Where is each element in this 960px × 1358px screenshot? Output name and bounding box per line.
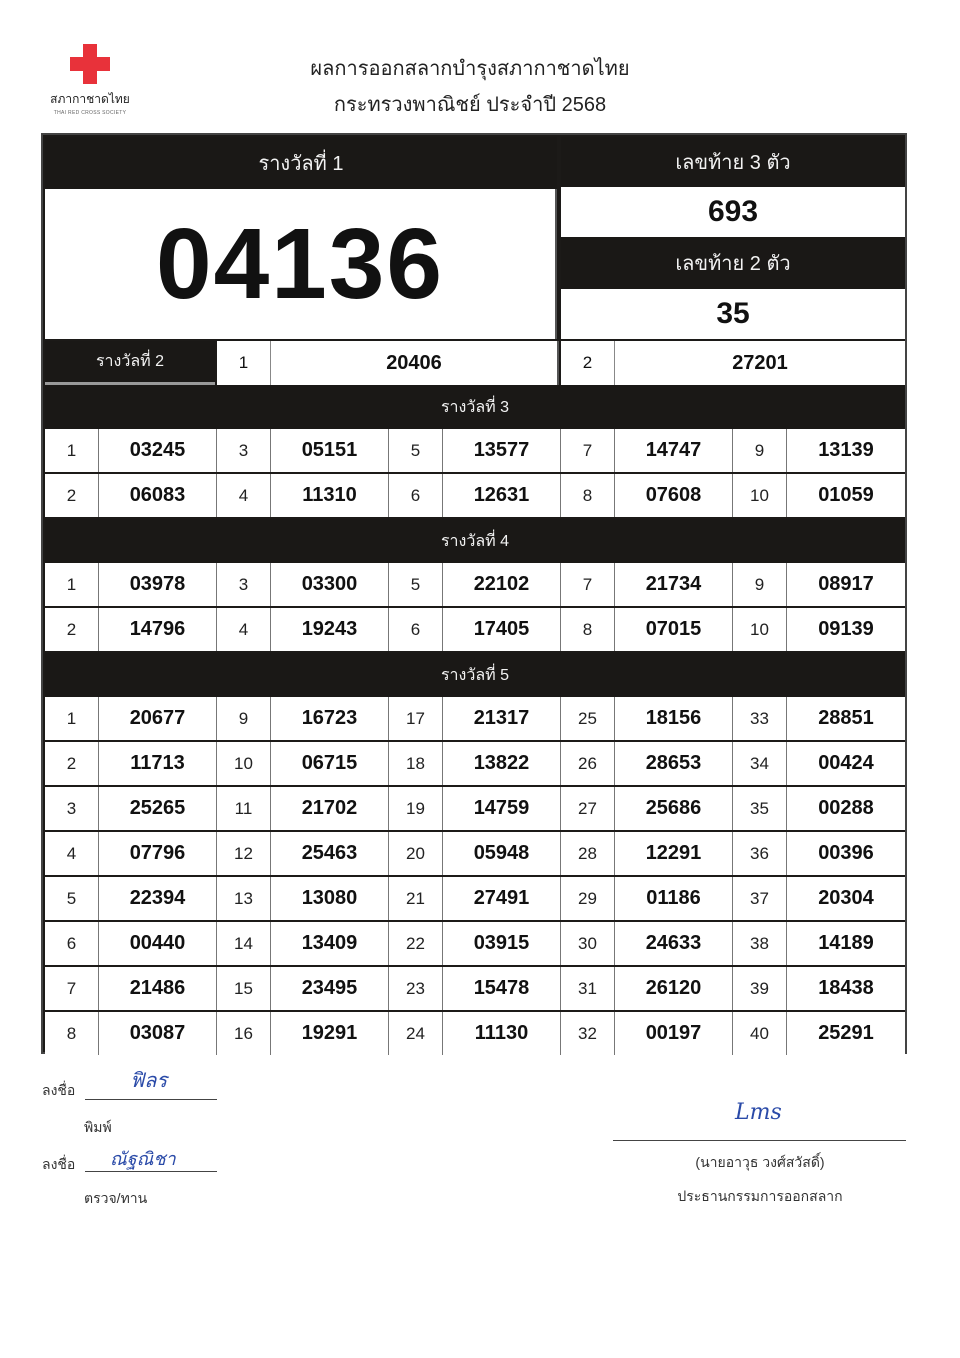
checker-sign-label: ลงชื่อ <box>42 1156 76 1172</box>
typist-role: พิมพ์ <box>84 1119 112 1135</box>
prize-index: 35 <box>733 787 787 830</box>
prize-number: 14189 <box>787 922 905 965</box>
prize-number: 20304 <box>787 877 905 920</box>
prize-number: 28653 <box>615 742 733 785</box>
table-row <box>45 429 905 472</box>
prize-index: 29 <box>561 877 615 920</box>
table-row <box>45 787 905 830</box>
table-row <box>45 563 905 606</box>
prize-index: 33 <box>733 697 787 740</box>
prize-number: 07015 <box>615 608 733 651</box>
prize-number: 23495 <box>271 967 389 1010</box>
prize2-number: 20406 <box>271 341 559 385</box>
prize-index: 23 <box>389 967 443 1010</box>
prize-number: 08917 <box>787 563 905 606</box>
prize-index: 22 <box>389 922 443 965</box>
prize-number: 18156 <box>615 697 733 740</box>
prize-index: 1 <box>45 563 99 606</box>
prize-index: 4 <box>217 608 271 651</box>
prize-index: 10 <box>733 608 787 651</box>
prize-number: 03978 <box>99 563 217 606</box>
prize1-header: รางวัลที่ 1 <box>45 137 557 189</box>
prize-index: 10 <box>217 742 271 785</box>
prize-number: 21734 <box>615 563 733 606</box>
prize-number: 00288 <box>787 787 905 830</box>
prize-number: 17405 <box>443 608 561 651</box>
prize-number: 24633 <box>615 922 733 965</box>
prize-index: 26 <box>561 742 615 785</box>
prize-index: 19 <box>389 787 443 830</box>
last3-number: 693 <box>561 187 905 237</box>
prize4-header: รางวัลที่ 4 <box>45 519 905 563</box>
prize-number: 13080 <box>271 877 389 920</box>
prize-number: 07796 <box>99 832 217 875</box>
prize-number: 22394 <box>99 877 217 920</box>
prize-number: 05151 <box>271 429 389 472</box>
prize-index: 5 <box>45 877 99 920</box>
prize-number: 13139 <box>787 429 905 472</box>
prize-index: 3 <box>217 563 271 606</box>
prize-index: 31 <box>561 967 615 1010</box>
prize-index: 34 <box>733 742 787 785</box>
checker-signature-line <box>85 1171 217 1172</box>
prize-number: 13409 <box>271 922 389 965</box>
prize-index: 36 <box>733 832 787 875</box>
prize-index: 1 <box>45 429 99 472</box>
prize-number: 18438 <box>787 967 905 1010</box>
prize-index: 28 <box>561 832 615 875</box>
table-row <box>45 742 905 785</box>
prize-index: 18 <box>389 742 443 785</box>
prize-number: 19291 <box>271 1012 389 1055</box>
last3-header: เลขท้าย 3 ตัว <box>561 137 905 187</box>
prize-number: 03915 <box>443 922 561 965</box>
prize-index: 3 <box>45 787 99 830</box>
prize-number: 13577 <box>443 429 561 472</box>
prize-index: 6 <box>389 474 443 517</box>
table-row <box>45 474 905 517</box>
chair-signature: Lms <box>735 1100 782 1125</box>
chair-title: ประธานกรรมการออกสลาก <box>677 1188 843 1204</box>
prize-number: 25686 <box>615 787 733 830</box>
prize-index: 9 <box>217 697 271 740</box>
prize-index: 38 <box>733 922 787 965</box>
prize-number: 21486 <box>99 967 217 1010</box>
logo-org-english: THAI RED CROSS SOCIETY <box>53 110 127 116</box>
prize-index: 7 <box>561 429 615 472</box>
prize-number: 25463 <box>271 832 389 875</box>
prize-index: 24 <box>389 1012 443 1055</box>
prize-index: 17 <box>389 697 443 740</box>
prize-number: 11310 <box>271 474 389 517</box>
prize-number: 20677 <box>99 697 217 740</box>
prize-index: 8 <box>561 608 615 651</box>
prize-index: 27 <box>561 787 615 830</box>
prize-number: 19243 <box>271 608 389 651</box>
prize-index: 15 <box>217 967 271 1010</box>
prize-number: 13822 <box>443 742 561 785</box>
typist-signature-line <box>85 1099 217 1100</box>
prize-number: 01186 <box>615 877 733 920</box>
prize-index: 32 <box>561 1012 615 1055</box>
prize-number: 03245 <box>99 429 217 472</box>
typist-signature: ฟิลร <box>130 1068 168 1092</box>
prize-number: 22102 <box>443 563 561 606</box>
prize-index: 7 <box>561 563 615 606</box>
prize-number: 05948 <box>443 832 561 875</box>
prize-index: 20 <box>389 832 443 875</box>
logo-org-thai: สภากาชาดไทย <box>50 92 130 106</box>
table-row <box>45 877 905 920</box>
typist-sign-label: ลงชื่อ <box>42 1082 76 1098</box>
prize-index: 30 <box>561 922 615 965</box>
prize-number: 14796 <box>99 608 217 651</box>
prize2-header: รางวัลที่ 2 <box>45 341 215 385</box>
prize2-index: 1 <box>217 341 271 385</box>
prize-number: 06715 <box>271 742 389 785</box>
prize-index: 5 <box>389 563 443 606</box>
prize-index: 25 <box>561 697 615 740</box>
chair-name: (นายอาวุธ วงศ์สวัสดิ์) <box>695 1154 825 1170</box>
table-row <box>45 608 905 651</box>
chair-signature-line <box>613 1140 906 1141</box>
prize-number: 14759 <box>443 787 561 830</box>
prize5-header: รางวัลที่ 5 <box>45 653 905 697</box>
prize-number: 00396 <box>787 832 905 875</box>
table-row <box>45 832 905 875</box>
prize-index: 40 <box>733 1012 787 1055</box>
prize-index: 11 <box>217 787 271 830</box>
last2-header: เลขท้าย 2 ตัว <box>561 237 905 289</box>
table-row <box>45 1012 905 1055</box>
prize-index: 2 <box>45 474 99 517</box>
prize2-index: 2 <box>561 341 615 385</box>
prize1-number: 04136 <box>45 189 557 339</box>
prize-number: 15478 <box>443 967 561 1010</box>
prize-number: 00197 <box>615 1012 733 1055</box>
prize-index: 3 <box>217 429 271 472</box>
prize-number: 14747 <box>615 429 733 472</box>
prize-number: 12631 <box>443 474 561 517</box>
prize-index: 5 <box>389 429 443 472</box>
prize-number: 01059 <box>787 474 905 517</box>
lottery-results-table <box>41 133 907 1054</box>
prize-index: 16 <box>217 1012 271 1055</box>
prize-number: 21702 <box>271 787 389 830</box>
prize-number: 21317 <box>443 697 561 740</box>
prize-index: 6 <box>389 608 443 651</box>
prize-index: 37 <box>733 877 787 920</box>
prize-index: 7 <box>45 967 99 1010</box>
prize-index: 4 <box>45 832 99 875</box>
prize-number: 00424 <box>787 742 905 785</box>
prize-index: 4 <box>217 474 271 517</box>
prize-number: 25265 <box>99 787 217 830</box>
prize-number: 03300 <box>271 563 389 606</box>
prize-number: 00440 <box>99 922 217 965</box>
prize-index: 6 <box>45 922 99 965</box>
prize-number: 11130 <box>443 1012 561 1055</box>
prize-index: 9 <box>733 563 787 606</box>
table-row <box>45 922 905 965</box>
prize-index: 12 <box>217 832 271 875</box>
prize-index: 10 <box>733 474 787 517</box>
prize-number: 28851 <box>787 697 905 740</box>
prize2-row <box>45 341 905 385</box>
checker-signature: ณัฐณิชา <box>110 1149 176 1170</box>
prize-index: 8 <box>45 1012 99 1055</box>
table-row <box>45 697 905 740</box>
prize-index: 2 <box>45 742 99 785</box>
prize-index: 8 <box>561 474 615 517</box>
prize2-number: 27201 <box>615 341 905 385</box>
table-row <box>45 967 905 1010</box>
prize3-header: รางวัลที่ 3 <box>45 385 905 429</box>
prize-index: 14 <box>217 922 271 965</box>
prize-index: 1 <box>45 697 99 740</box>
prize-index: 9 <box>733 429 787 472</box>
thai-red-cross-logo <box>40 44 140 116</box>
prize-number: 25291 <box>787 1012 905 1055</box>
last2-number: 35 <box>561 289 905 339</box>
checker-role: ตรวจ/ทาน <box>84 1190 148 1206</box>
prize-number: 09139 <box>787 608 905 651</box>
prize-index: 39 <box>733 967 787 1010</box>
prize-index: 13 <box>217 877 271 920</box>
prize-number: 03087 <box>99 1012 217 1055</box>
document-subtitle: กระทรวงพาณิชย์ ประจำปี 2568 <box>333 94 607 116</box>
prize-number: 07608 <box>615 474 733 517</box>
document-title: ผลการออกสลากบำรุงสภากาชาดไทย <box>310 58 630 80</box>
prize-number: 06083 <box>99 474 217 517</box>
prize-number: 12291 <box>615 832 733 875</box>
prize-number: 27491 <box>443 877 561 920</box>
prize-index: 21 <box>389 877 443 920</box>
red-cross-icon <box>70 44 110 84</box>
prize-number: 26120 <box>615 967 733 1010</box>
prize-number: 16723 <box>271 697 389 740</box>
prize-number: 11713 <box>99 742 217 785</box>
prize-index: 2 <box>45 608 99 651</box>
